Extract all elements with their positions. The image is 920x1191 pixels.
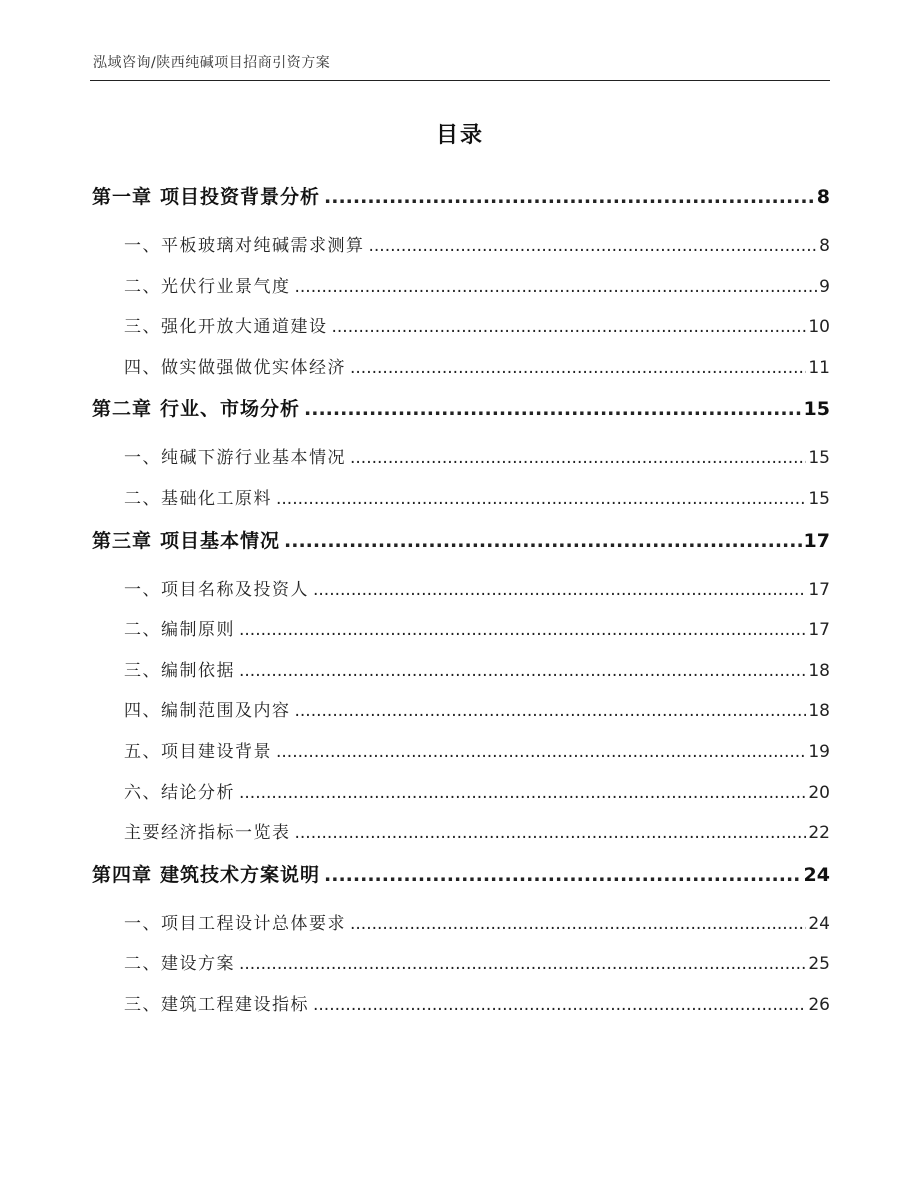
section-title: 强化开放大通道建设 xyxy=(161,317,328,338)
chapter-title: 项目基本情况 xyxy=(160,529,281,552)
section-title: 项目工程设计总体要求 xyxy=(161,913,346,934)
page-number: 25 xyxy=(808,954,830,975)
section-title: 建设方案 xyxy=(161,954,235,975)
dot-leader xyxy=(295,691,807,731)
section-number: 一、 xyxy=(124,579,161,600)
toc-section[interactable] xyxy=(92,732,830,773)
chapter-title: 行业、市场分析 xyxy=(160,398,301,421)
toc-chapter-1[interactable] xyxy=(92,176,830,226)
toc-chapter-4[interactable] xyxy=(92,854,830,904)
dot-leader xyxy=(239,651,806,691)
page-number: 17 xyxy=(808,579,830,600)
toc-title: 目录 xyxy=(435,123,484,148)
toc-section[interactable] xyxy=(92,985,830,1026)
toc-section[interactable] xyxy=(92,944,830,985)
page-number: 17 xyxy=(808,620,830,641)
dot-leader xyxy=(324,176,815,218)
dot-leader xyxy=(304,388,802,430)
section-title: 基础化工原料 xyxy=(161,488,272,509)
toc-section[interactable] xyxy=(92,438,830,479)
section-number: 一、 xyxy=(124,448,161,469)
section-title: 项目名称及投资人 xyxy=(161,579,309,600)
chapter-label: 第一章 xyxy=(92,186,153,208)
page-number: 24 xyxy=(803,863,830,886)
dot-leader xyxy=(295,813,807,853)
chapter-title: 建筑技术方案说明 xyxy=(160,863,321,886)
section-number: 一、 xyxy=(124,236,161,256)
toc-section[interactable] xyxy=(92,904,830,945)
page-number: 11 xyxy=(808,357,830,378)
section-number: 一、 xyxy=(124,913,161,934)
page-number: 15 xyxy=(808,488,830,509)
page-number: 8 xyxy=(816,186,830,208)
dot-leader xyxy=(239,944,806,984)
section-number: 二、 xyxy=(124,276,161,297)
toc-section[interactable] xyxy=(92,610,830,651)
page-number: 22 xyxy=(808,823,830,844)
dot-leader xyxy=(295,267,818,307)
section-title: 平板玻璃对纯碱需求测算 xyxy=(161,236,365,256)
dot-leader xyxy=(276,732,806,772)
chapter-label: 第三章 xyxy=(92,529,153,552)
dot-leader xyxy=(276,479,806,519)
page-number: 9 xyxy=(819,276,830,297)
page-number: 26 xyxy=(808,994,830,1015)
dot-leader xyxy=(332,307,807,347)
section-title: 项目建设背景 xyxy=(161,741,272,762)
dot-leader xyxy=(284,520,802,562)
section-number: 三、 xyxy=(124,317,161,338)
dot-leader xyxy=(369,226,818,266)
dot-leader xyxy=(324,854,802,896)
section-title: 主要经济指标一览表 xyxy=(124,823,291,844)
section-number: 六、 xyxy=(124,782,161,803)
page-number: 18 xyxy=(808,701,830,722)
toc-section[interactable] xyxy=(92,651,830,692)
section-title: 编制范围及内容 xyxy=(161,701,291,722)
section-number: 二、 xyxy=(124,954,161,975)
page-number: 20 xyxy=(808,782,830,803)
section-title: 纯碱下游行业基本情况 xyxy=(161,448,346,469)
page-number: 18 xyxy=(808,660,830,681)
toc-section[interactable] xyxy=(92,479,830,520)
section-number: 二、 xyxy=(124,620,161,641)
toc-section[interactable] xyxy=(92,691,830,732)
section-number: 四、 xyxy=(124,701,161,722)
chapter-label: 第二章 xyxy=(92,398,153,421)
section-title: 编制原则 xyxy=(161,620,235,641)
chapter-title: 项目投资背景分析 xyxy=(160,186,321,208)
section-number: 三、 xyxy=(124,660,161,681)
toc-section[interactable] xyxy=(92,267,830,308)
toc-section[interactable] xyxy=(92,226,830,267)
page-number: 15 xyxy=(803,398,830,421)
section-title: 结论分析 xyxy=(161,782,235,803)
toc-chapter-2[interactable] xyxy=(92,388,830,438)
toc-section[interactable] xyxy=(92,813,830,854)
toc-section[interactable] xyxy=(92,773,830,814)
dot-leader xyxy=(239,610,806,650)
page-number: 10 xyxy=(808,317,830,338)
dot-leader xyxy=(350,348,806,388)
section-number: 四、 xyxy=(124,357,161,378)
section-title: 编制依据 xyxy=(161,660,235,681)
section-number: 三、 xyxy=(124,994,161,1015)
dot-leader xyxy=(350,438,806,478)
running-header: 泓域咨询/陕西纯碱项目招商引资方案 xyxy=(93,55,331,71)
dot-leader xyxy=(313,985,806,1025)
page-number: 19 xyxy=(808,741,830,762)
section-number: 五、 xyxy=(124,741,161,762)
page-number: 15 xyxy=(808,448,830,469)
section-title: 做实做强做优实体经济 xyxy=(161,357,346,378)
page-number: 8 xyxy=(819,236,830,256)
table-of-contents xyxy=(92,176,830,1026)
section-title: 光伏行业景气度 xyxy=(161,276,291,297)
section-number: 二、 xyxy=(124,488,161,509)
header-divider xyxy=(90,80,830,81)
dot-leader xyxy=(313,570,806,610)
toc-section[interactable] xyxy=(92,307,830,348)
dot-leader xyxy=(350,904,806,944)
dot-leader xyxy=(239,773,806,813)
section-title: 建筑工程建设指标 xyxy=(161,994,309,1015)
page-number: 17 xyxy=(803,529,830,552)
toc-section[interactable] xyxy=(92,348,830,389)
chapter-label: 第四章 xyxy=(92,863,153,886)
toc-chapter-3[interactable] xyxy=(92,520,830,570)
toc-section[interactable] xyxy=(92,570,830,611)
page-number: 24 xyxy=(808,913,830,934)
